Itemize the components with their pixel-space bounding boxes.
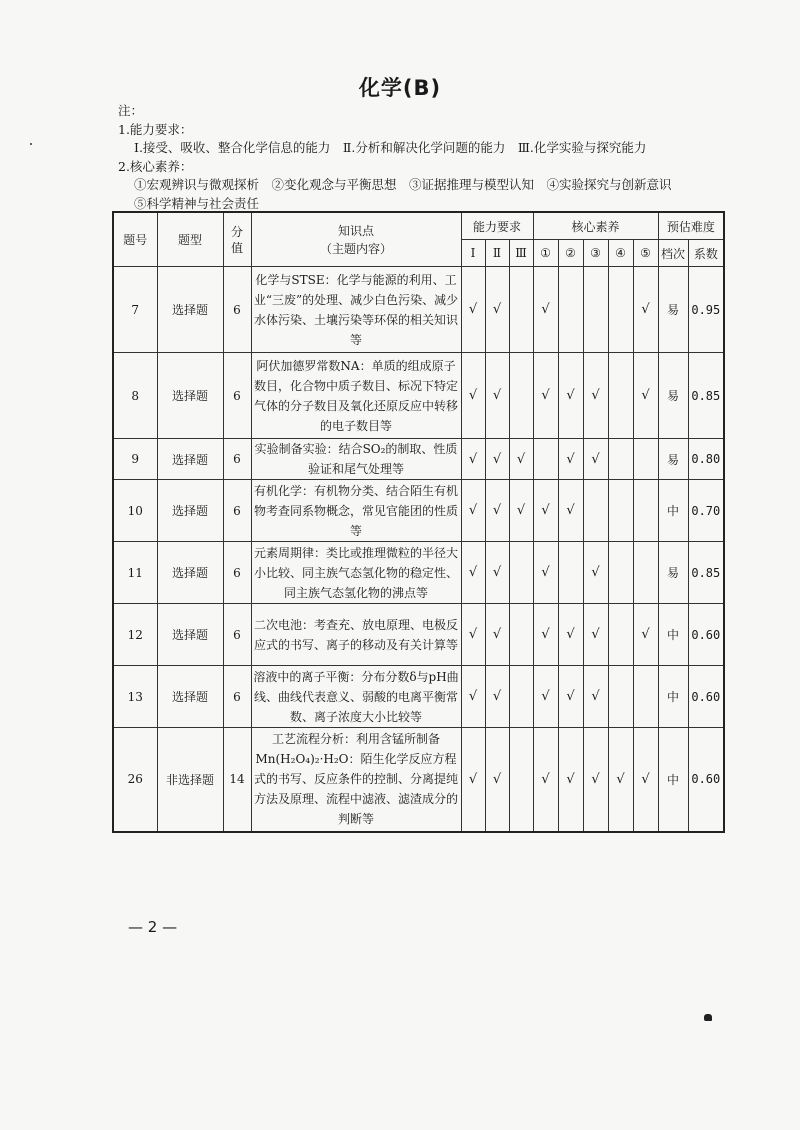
header-core-4: ④ (608, 240, 633, 267)
cell-mark: √ (633, 353, 658, 439)
cell-type: 选择题 (157, 604, 223, 666)
cell-mark: √ (558, 439, 583, 480)
cell-mark: √ (461, 728, 485, 832)
cell-mark: √ (558, 666, 583, 728)
header-difficulty: 预估难度 (658, 212, 724, 240)
cell-type: 选择题 (157, 267, 223, 353)
table-row (113, 542, 724, 604)
page-number: — 2 — (128, 918, 178, 936)
cell-mark (608, 267, 633, 353)
cell-mark: √ (485, 267, 509, 353)
cell-number: 12 (113, 604, 157, 666)
cell-mark: √ (583, 666, 608, 728)
notes-label: 注： (118, 103, 144, 118)
header-core-2: ② (558, 240, 583, 267)
header-core-5: ⑤ (633, 240, 658, 267)
cell-mark: √ (583, 439, 608, 480)
cell-number: 9 (113, 439, 157, 480)
cell-mark: √ (633, 728, 658, 832)
table-row (113, 666, 724, 728)
cell-number: 8 (113, 353, 157, 439)
header-type: 题型 (157, 212, 223, 267)
cell-number: 13 (113, 666, 157, 728)
cell-mark: √ (509, 480, 533, 542)
ink-mark (704, 1014, 712, 1021)
cell-mark: √ (485, 666, 509, 728)
header-score (223, 212, 251, 267)
cell-score: 14 (223, 728, 251, 832)
core-items-2: ⑤科学精神与社会责任 (134, 195, 260, 211)
cell-level: 中 (658, 480, 688, 542)
cell-coef: 0.85 (688, 542, 724, 604)
header-ability: 能力要求 (461, 212, 533, 240)
cell-score: 6 (223, 542, 251, 604)
cell-mark (633, 542, 658, 604)
cell-type: 选择题 (157, 666, 223, 728)
cell-number: 11 (113, 542, 157, 604)
core-items-1: ①宏观辨识与微观探析 ②变化观念与平衡思想 ③证据推理与模型认知 ④实验探究与创新意识 (134, 177, 672, 192)
cell-score: 6 (223, 439, 251, 480)
cell-mark (509, 267, 533, 353)
cell-number: 10 (113, 480, 157, 542)
cell-type: 选择题 (157, 542, 223, 604)
cell-knowledge: 化学与STSE：化学与能源的利用、工业“三废”的处理、减少白色污染、减少水体污染、土壤污染等环保的相关知识等 (251, 267, 461, 353)
cell-number: 26 (113, 728, 157, 832)
cell-type: 选择题 (157, 480, 223, 542)
header-knowledge-title: 知识点 (337, 223, 374, 238)
cell-mark: √ (461, 353, 485, 439)
cell-mark: √ (461, 267, 485, 353)
cell-mark (558, 267, 583, 353)
table-row (113, 353, 724, 439)
cell-mark (608, 353, 633, 439)
cell-mark: √ (485, 604, 509, 666)
cell-level: 易 (658, 542, 688, 604)
cell-mark: √ (533, 542, 558, 604)
cell-mark: √ (583, 728, 608, 832)
header-core-3: ③ (583, 240, 608, 267)
header-core-1: ① (533, 240, 558, 267)
cell-mark (509, 542, 533, 604)
cell-level: 易 (658, 439, 688, 480)
page-title: 化学(B) (358, 76, 442, 100)
ability-heading: 1.能力要求： (118, 121, 193, 137)
cell-coef: 0.80 (688, 439, 724, 480)
cell-mark: √ (485, 542, 509, 604)
header-number: 题号 (113, 212, 157, 267)
cell-mark (509, 353, 533, 439)
cell-mark: √ (633, 267, 658, 353)
cell-mark: √ (533, 666, 558, 728)
cell-knowledge: 有机化学：有机物分类、结合陌生有机物考查同系物概念，常见官能团的性质等 (251, 480, 461, 542)
cell-coef: 0.70 (688, 480, 724, 542)
cell-knowledge: 工艺流程分析：利用含锰所制备Mn(H₂O₄)₂·H₂O：陌生化学反应方程式的书写、反应条件的控制、分离提纯方法及原理、流程中滤液、滤渣成分的判断等 (251, 728, 461, 832)
cell-coef: 0.95 (688, 267, 724, 353)
cell-mark (608, 542, 633, 604)
cell-mark (583, 267, 608, 353)
cell-level: 易 (658, 267, 688, 353)
cell-mark: √ (461, 604, 485, 666)
cell-mark: √ (509, 439, 533, 480)
cell-mark (608, 480, 633, 542)
cell-level: 易 (658, 353, 688, 439)
cell-mark: √ (485, 480, 509, 542)
ability-items: Ⅰ.接受、吸收、整合化学信息的能力 Ⅱ.分析和解决化学问题的能力 Ⅲ.化学实验与探究能力 (134, 140, 647, 155)
table-row (113, 480, 724, 542)
cell-score: 6 (223, 666, 251, 728)
cell-level: 中 (658, 728, 688, 832)
cell-mark: √ (583, 542, 608, 604)
table-row (113, 604, 724, 666)
cell-mark (583, 480, 608, 542)
header-coef: 系数 (688, 240, 724, 267)
header-score-text: 分值 (230, 224, 243, 255)
table-row (113, 267, 724, 353)
cell-mark (633, 666, 658, 728)
cell-coef: 0.60 (688, 728, 724, 832)
cell-mark: √ (461, 480, 485, 542)
cell-mark: √ (461, 542, 485, 604)
header-knowledge (251, 212, 461, 267)
cell-mark: √ (485, 439, 509, 480)
cell-mark (608, 439, 633, 480)
cell-mark: √ (533, 480, 558, 542)
cell-type: 选择题 (157, 353, 223, 439)
header-level: 档次 (658, 240, 688, 267)
cell-knowledge: 元素周期律：类比或推理微粒的半径大小比较、同主族气态氢化物的稳定性、同主族气态氢化物的沸点等 (251, 542, 461, 604)
header-ability-1: Ⅰ (461, 240, 485, 267)
cell-mark (509, 604, 533, 666)
notes-section (118, 102, 672, 213)
cell-mark: √ (461, 439, 485, 480)
cell-score: 6 (223, 480, 251, 542)
cell-mark (608, 604, 633, 666)
spec-table (112, 211, 725, 833)
cell-mark: √ (461, 666, 485, 728)
cell-knowledge: 二次电池：考查充、放电原理、电极反应式的书写、离子的移动及有关计算等 (251, 604, 461, 666)
cell-score: 6 (223, 353, 251, 439)
cell-mark (633, 480, 658, 542)
cell-mark: √ (558, 480, 583, 542)
cell-level: 中 (658, 604, 688, 666)
cell-mark: √ (485, 728, 509, 832)
cell-mark (509, 666, 533, 728)
cell-mark: √ (558, 604, 583, 666)
cell-type: 选择题 (157, 439, 223, 480)
header-knowledge-sub: （主题内容） (319, 241, 392, 256)
cell-knowledge: 实验制备实验：结合SO₂的制取、性质验证和尾气处理等 (251, 439, 461, 480)
cell-mark: √ (533, 353, 558, 439)
cell-coef: 0.85 (688, 353, 724, 439)
cell-mark (633, 439, 658, 480)
cell-type: 非选择题 (157, 728, 223, 832)
cell-mark: √ (485, 353, 509, 439)
header-core: 核心素养 (533, 212, 658, 240)
cell-mark: √ (533, 728, 558, 832)
cell-mark (509, 728, 533, 832)
cell-knowledge: 阿伏加德罗常数NA：单质的组成原子数目，化合物中质子数目、标况下特定气体的分子数目及氧化还原反应中转移的电子数目等 (251, 353, 461, 439)
cell-mark: √ (633, 604, 658, 666)
table-row (113, 439, 724, 480)
cell-score: 6 (223, 267, 251, 353)
cell-mark (608, 666, 633, 728)
cell-mark: √ (533, 604, 558, 666)
table-row (113, 728, 724, 832)
cell-level: 中 (658, 666, 688, 728)
speck-dot (30, 143, 32, 145)
cell-score: 6 (223, 604, 251, 666)
cell-mark: √ (558, 353, 583, 439)
cell-mark: √ (558, 728, 583, 832)
cell-mark: √ (608, 728, 633, 832)
header-ability-2: Ⅱ (485, 240, 509, 267)
cell-coef: 0.60 (688, 604, 724, 666)
cell-mark: √ (583, 604, 608, 666)
cell-coef: 0.60 (688, 666, 724, 728)
cell-mark: √ (583, 353, 608, 439)
header-ability-3: Ⅲ (509, 240, 533, 267)
cell-knowledge: 溶液中的离子平衡：分布分数δ与pH曲线、曲线代表意义、弱酸的电离平衡常数、离子浓度大小比较等 (251, 666, 461, 728)
cell-mark: √ (533, 267, 558, 353)
core-heading: 2.核心素养： (118, 158, 193, 174)
cell-mark (558, 542, 583, 604)
cell-number: 7 (113, 267, 157, 353)
cell-mark (533, 439, 558, 480)
